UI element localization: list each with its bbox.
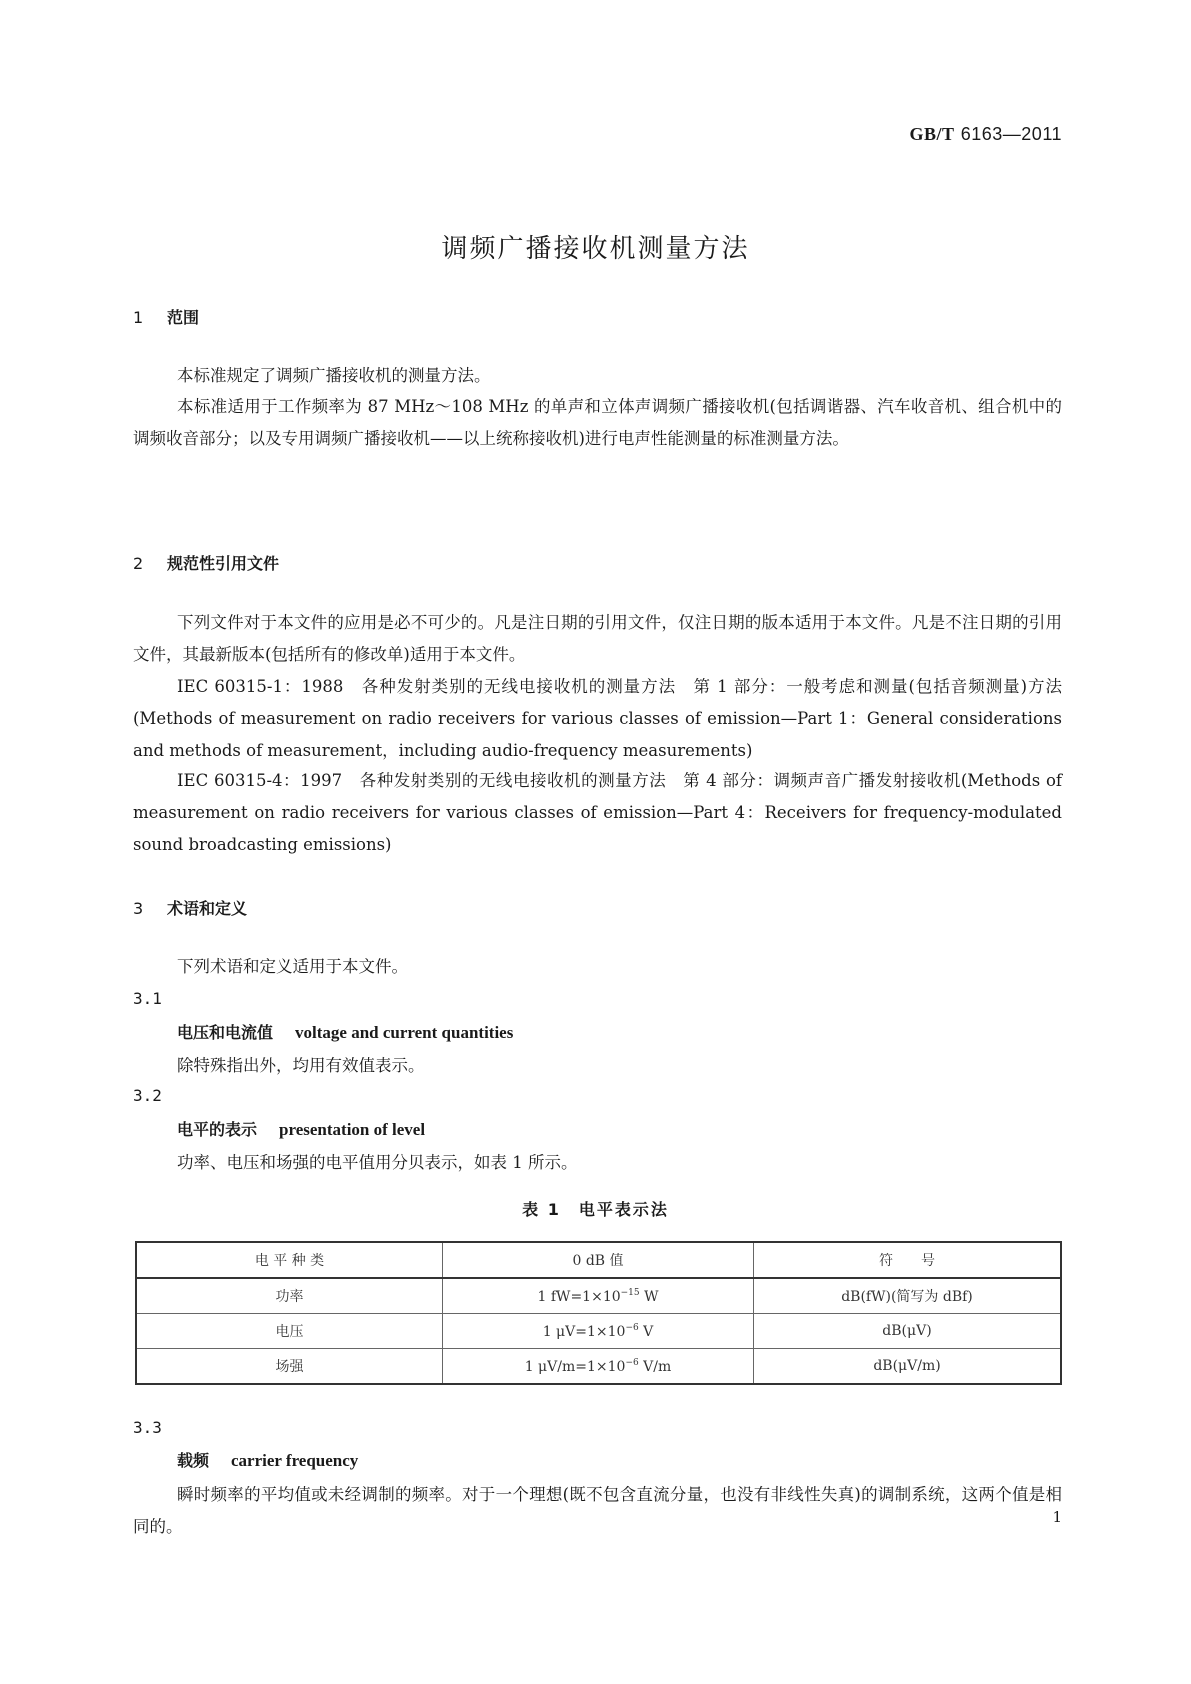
level-kind: 场强 (136, 1349, 443, 1385)
document-title: 调频广播接收机测量方法 (441, 234, 750, 264)
paragraph: 本标准适用于工作频率为 87 MHz～108 MHz 的单声和立体声调频广播接收机(包括调谐器、汽车收音机、组合机中的调频收音部分；以及专用调频广播接收机——以上统称接收机)进行电声性能测量的标准测量方法。 (133, 397, 1062, 448)
term-definition: 瞬时频率的平均值或未经调制的频率。对于一个理想(既不包含直流分量，也没有非线性失真)的调制系统，这两个值是相同的。 (133, 1485, 1062, 1536)
table-row (136, 1278, 1061, 1314)
table-row (136, 1314, 1061, 1349)
term-definition: 除特殊指出外，均用有效值表示。 (177, 1056, 425, 1075)
paragraph: 下列术语和定义适用于本文件。 (177, 957, 408, 976)
section-3-heading (133, 896, 247, 919)
term-zh: 电压和电流值 (177, 1023, 274, 1042)
paragraph: 下列文件对于本文件的应用是必不可少的。凡是注日期的引用文件，仅注日期的版本适用于本文件。凡是不注日期的引用文件，其最新版本(包括所有的修改单)适用于本文件。 (133, 613, 1062, 664)
zero-db-value: 1 $\mu V/m=1\times 10^{-6}$ V/m (443, 1349, 754, 1385)
term-zh: 电平的表示 (177, 1120, 258, 1139)
term-number: 3.3 (133, 1418, 162, 1437)
section-number: 2 (133, 554, 144, 573)
term-zh: 载频 (177, 1451, 210, 1470)
standard-code (910, 124, 1063, 145)
term-number: 3.1 (133, 989, 162, 1008)
paragraph: 本标准规定了调频广播接收机的测量方法。 (177, 366, 491, 385)
level-kind: 电压 (136, 1314, 443, 1349)
term-number: 3.2 (133, 1086, 162, 1105)
table-caption: 表 1 电平表示法 (522, 1200, 669, 1219)
section-title: 术语和定义 (167, 899, 248, 918)
term-heading (177, 1448, 358, 1471)
term-en: presentation of level (279, 1120, 426, 1139)
level-symbol: dB(fW)(简写为 dBf) (754, 1278, 1062, 1314)
term-heading (177, 1020, 513, 1043)
standard-prefix: GB/T (909, 124, 955, 144)
section-title: 范围 (167, 308, 200, 327)
column-header: 电 平 种 类 (136, 1242, 443, 1278)
section-number: 1 (133, 308, 144, 327)
level-presentation-table (135, 1241, 1062, 1385)
zero-db-value: 1 $fW=1\times 10^{-15}$ W (443, 1278, 754, 1314)
column-header: 符 号 (754, 1242, 1062, 1278)
level-kind: 功率 (136, 1278, 443, 1314)
term-en: voltage and current quantities (295, 1023, 514, 1042)
section-title: 规范性引用文件 (167, 554, 280, 573)
reference-item: IEC 60315-1：1988 各种发射类别的无线电接收机的测量方法 第 1 部分：一般考虑和测量(包括音频测量)方法(Methods of measurement on radio receivers for various classes of emission—Part 1：General considerations and methods of measurement，including audio-frequency measurements) (133, 677, 1062, 760)
term-heading (177, 1117, 425, 1140)
term-en: carrier frequency (231, 1451, 359, 1470)
section-number: 3 (133, 899, 144, 918)
term-definition: 功率、电压和场强的电平值用分贝表示，如表 1 所示。 (177, 1153, 578, 1172)
level-symbol: dB(μV/m) (754, 1349, 1062, 1385)
reference-item: IEC 60315-4：1997 各种发射类别的无线电接收机的测量方法 第 4 部分：调频声音广播发射接收机(Methods of measurement on radio receivers for various classes of emission—Part 4：Receivers for frequency-modulated sound broadcasting emissions) (133, 771, 1062, 854)
section-2-heading (133, 551, 279, 574)
standard-number: 6163—2011 (960, 124, 1062, 144)
page-number: 1 (1052, 1508, 1062, 1526)
table-header-row (136, 1242, 1061, 1278)
zero-db-value: 1 $\mu V=1\times 10^{-6}$ V (443, 1314, 754, 1349)
table-row (136, 1349, 1061, 1385)
section-1-heading (133, 305, 199, 328)
column-header: 0 dB 值 (443, 1242, 754, 1278)
level-symbol: dB(μV) (754, 1314, 1062, 1349)
